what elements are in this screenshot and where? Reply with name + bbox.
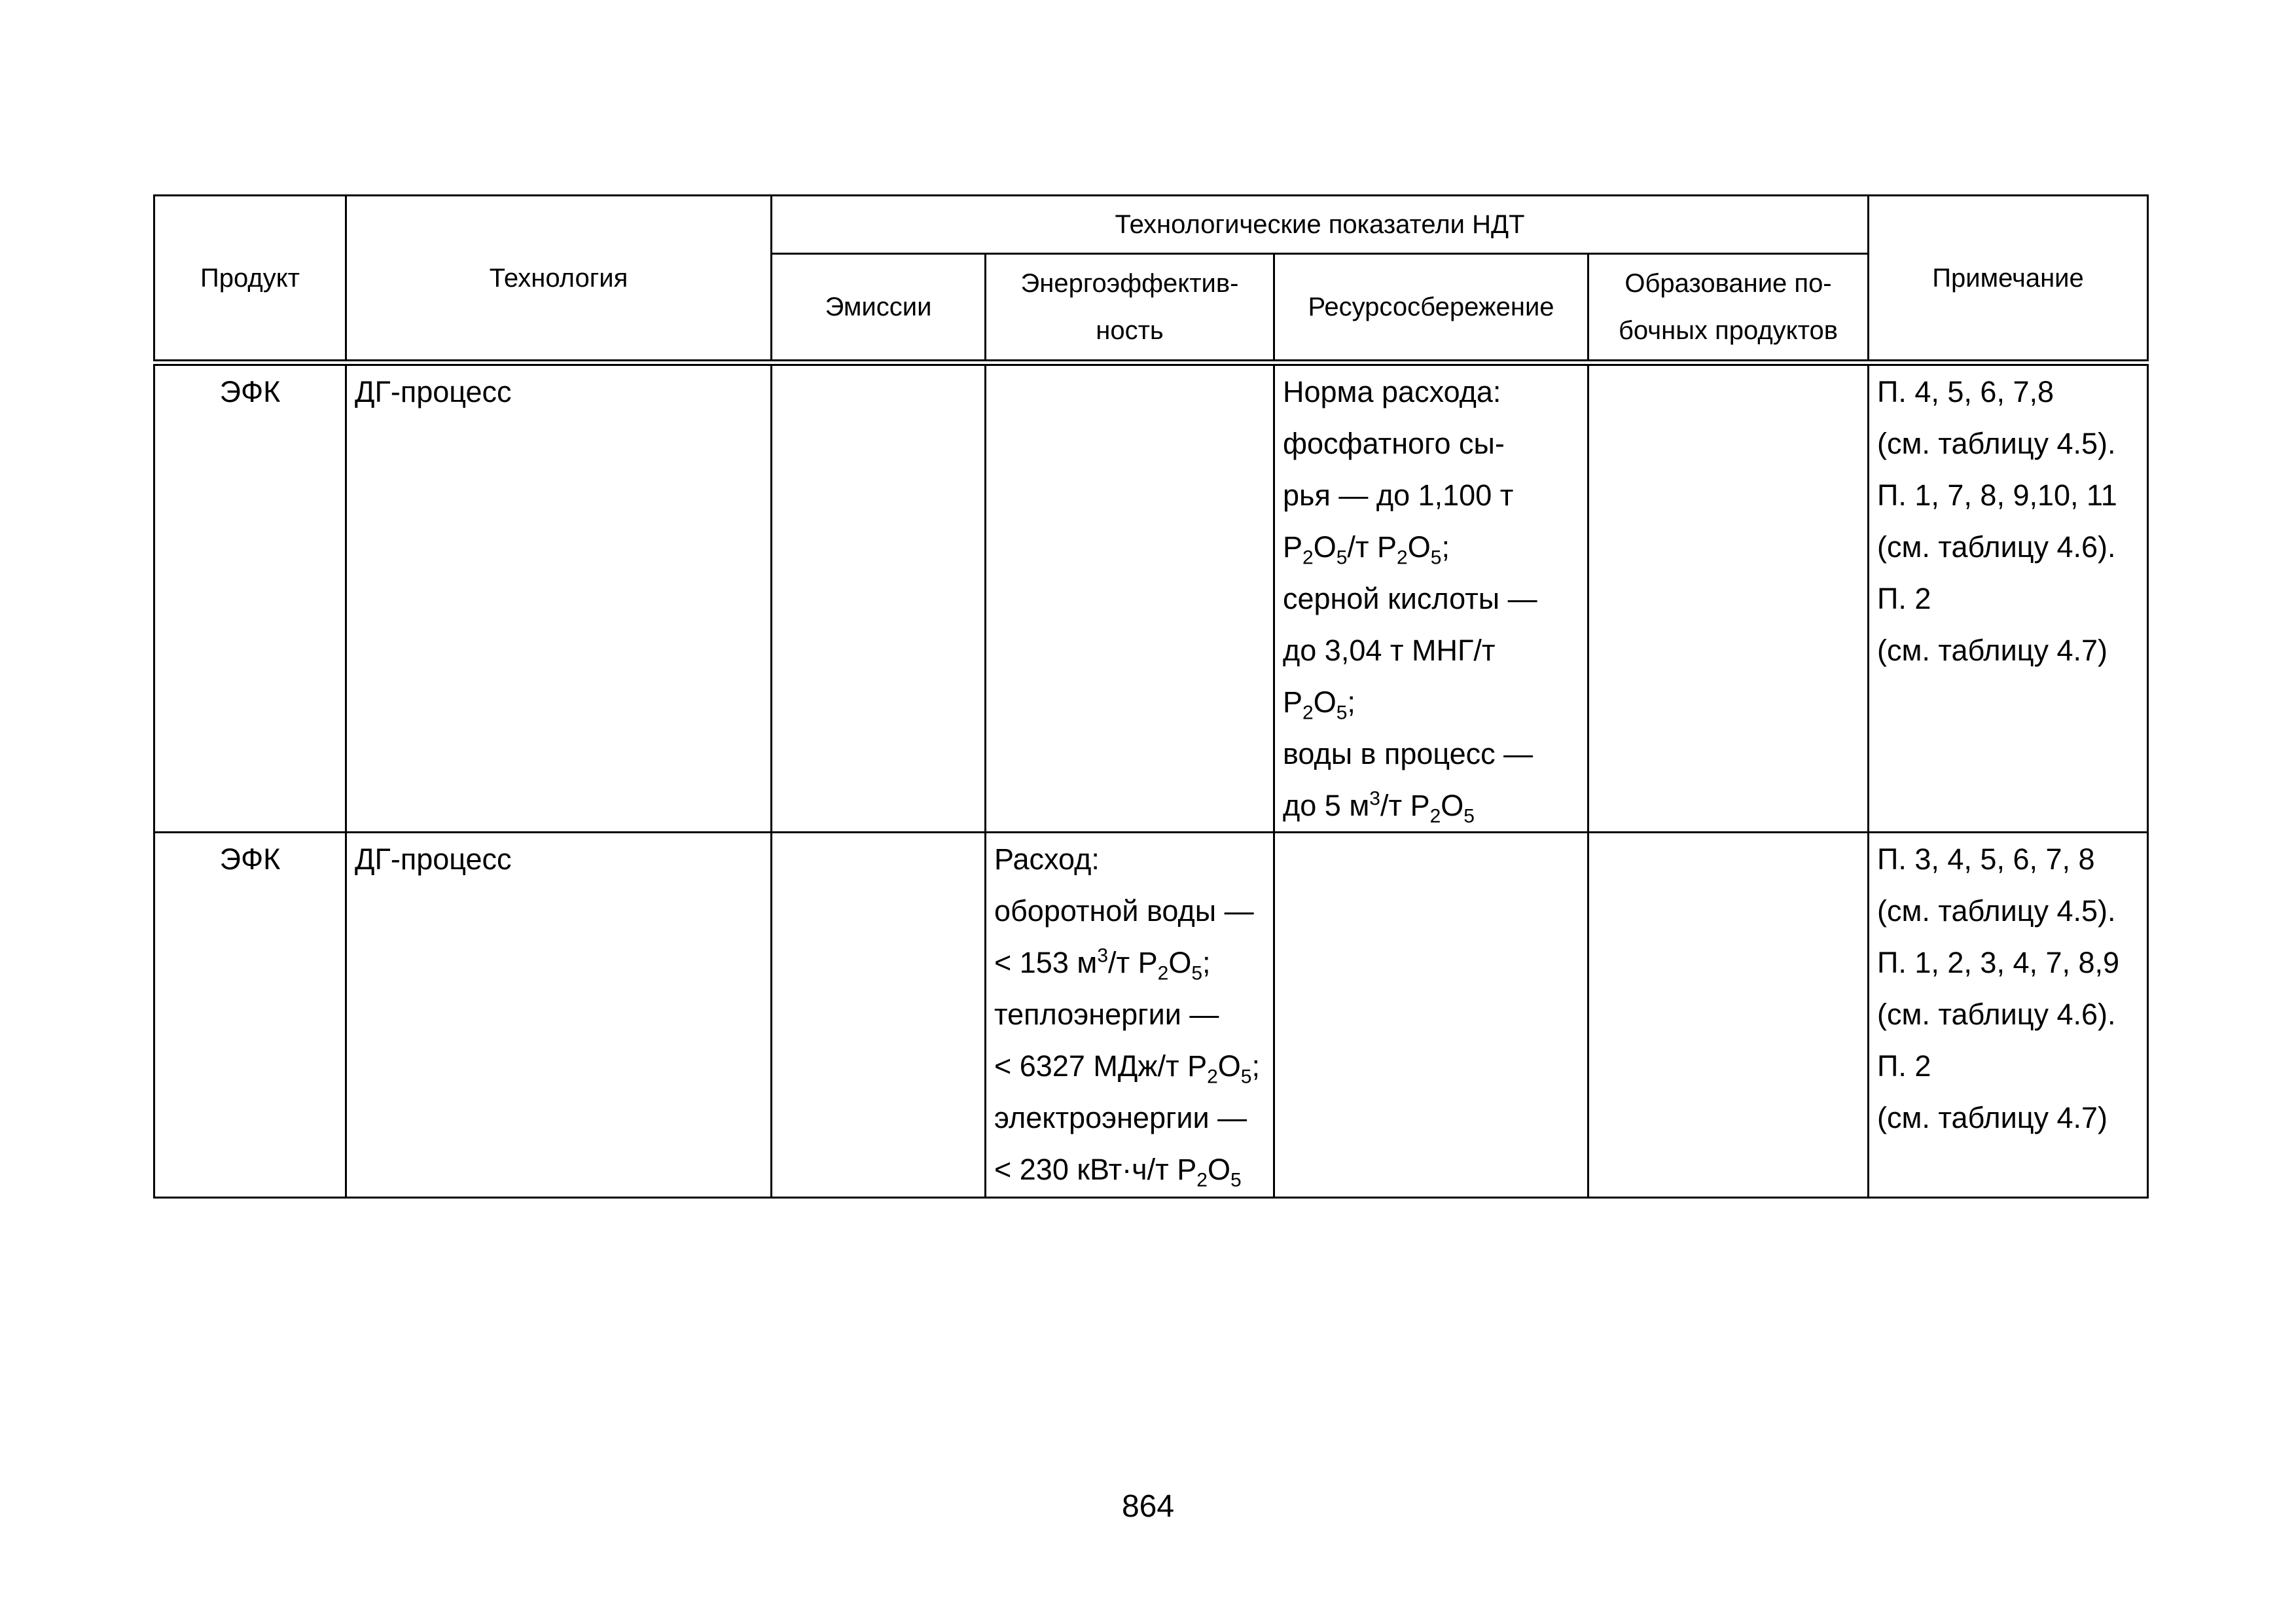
header-energy-line-2: ность bbox=[1096, 316, 1164, 345]
header-bat-indicators: Технологические показатели НДТ bbox=[772, 196, 1869, 254]
text-line: < 6327 МДж/т $P_2O_5$; bbox=[994, 1049, 1260, 1088]
page-number: 864 bbox=[1121, 1489, 1175, 1524]
text-line: П. 4, 5, 6, 7,8 bbox=[1877, 375, 2054, 408]
text-line: $P_2O_5/т$ $P_2O_5$; bbox=[1283, 530, 1450, 569]
cell-resource-saving bbox=[1274, 363, 1588, 833]
cell-emissions bbox=[772, 833, 986, 1198]
header-energy-efficiency bbox=[986, 254, 1274, 363]
header-product: Продукт bbox=[154, 196, 346, 363]
cell-product: ЭФК bbox=[154, 833, 346, 1198]
cell-note bbox=[1869, 833, 2148, 1198]
text-line: (см. таблицу 4.6). bbox=[1877, 998, 2116, 1031]
text-line: воды в процесс — bbox=[1283, 737, 1534, 770]
text-line: $P_2O_5$; bbox=[1283, 685, 1355, 724]
cell-energy-efficiency bbox=[986, 833, 1274, 1198]
header-byproducts bbox=[1588, 254, 1869, 363]
text-line: < 153 $м^3/т$ $P_2O_5$; bbox=[994, 945, 1211, 984]
header-byproducts-line-1: Образование по- bbox=[1624, 269, 1832, 298]
text-line: (см. таблицу 4.5). bbox=[1877, 427, 2116, 460]
cell-resource-saving bbox=[1274, 833, 1588, 1198]
text-line: электроэнергии — bbox=[994, 1101, 1247, 1134]
text-line: П. 1, 2, 3, 4, 7, 8,9 bbox=[1877, 946, 2120, 979]
header-technology: Технология bbox=[346, 196, 772, 363]
table-row bbox=[154, 363, 2148, 833]
cell-emissions bbox=[772, 363, 986, 833]
header-emissions: Эмиссии bbox=[772, 254, 986, 363]
header-resource-saving: Ресурсосбережение bbox=[1274, 254, 1588, 363]
cell-product: ЭФК bbox=[154, 363, 346, 833]
text-line: (см. таблицу 4.5). bbox=[1877, 894, 2116, 928]
text-line: П. 2 bbox=[1877, 582, 1931, 615]
text-line: теплоэнергии — bbox=[994, 998, 1219, 1031]
text-line: < 230 кВт·ч/т $P_2O_5$ bbox=[994, 1153, 1242, 1191]
header-energy-line-1: Энергоэффектив- bbox=[1020, 269, 1239, 298]
text-line: П. 3, 4, 5, 6, 7, 8 bbox=[1877, 842, 2095, 876]
text-line: до 3,04 т МНГ/т bbox=[1283, 634, 1496, 667]
table-header-row bbox=[154, 196, 2148, 254]
cell-byproducts bbox=[1588, 833, 1869, 1198]
header-note: Примечание bbox=[1869, 196, 2148, 363]
text-line: до 5 $м^3/т$ $P_2O_5$ bbox=[1283, 787, 1475, 827]
header-byproducts-line-2: бочных продуктов bbox=[1619, 316, 1838, 345]
text-line: Расход: bbox=[994, 842, 1100, 876]
text-line: фосфатного сы- bbox=[1283, 427, 1505, 460]
table-row bbox=[154, 833, 2148, 1198]
text-line: (см. таблицу 4.7) bbox=[1877, 1101, 2108, 1134]
bat-indicators-table bbox=[153, 194, 2149, 1199]
cell-technology: ДГ-процесс bbox=[346, 363, 772, 833]
cell-byproducts bbox=[1588, 363, 1869, 833]
cell-note bbox=[1869, 363, 2148, 833]
text-line: П. 1, 7, 8, 9,10, 11 bbox=[1877, 478, 2117, 512]
text-line: (см. таблицу 4.7) bbox=[1877, 634, 2108, 667]
cell-technology: ДГ-процесс bbox=[346, 833, 772, 1198]
cell-energy-efficiency bbox=[986, 363, 1274, 833]
text-line: П. 2 bbox=[1877, 1049, 1931, 1083]
text-line: (см. таблицу 4.6). bbox=[1877, 530, 2116, 564]
text-line: серной кислоты — bbox=[1283, 582, 1537, 615]
text-line: рья — до 1,100 т bbox=[1283, 478, 1514, 512]
text-line: Норма расхода: bbox=[1283, 375, 1501, 408]
text-line: оборотной воды — bbox=[994, 894, 1254, 928]
